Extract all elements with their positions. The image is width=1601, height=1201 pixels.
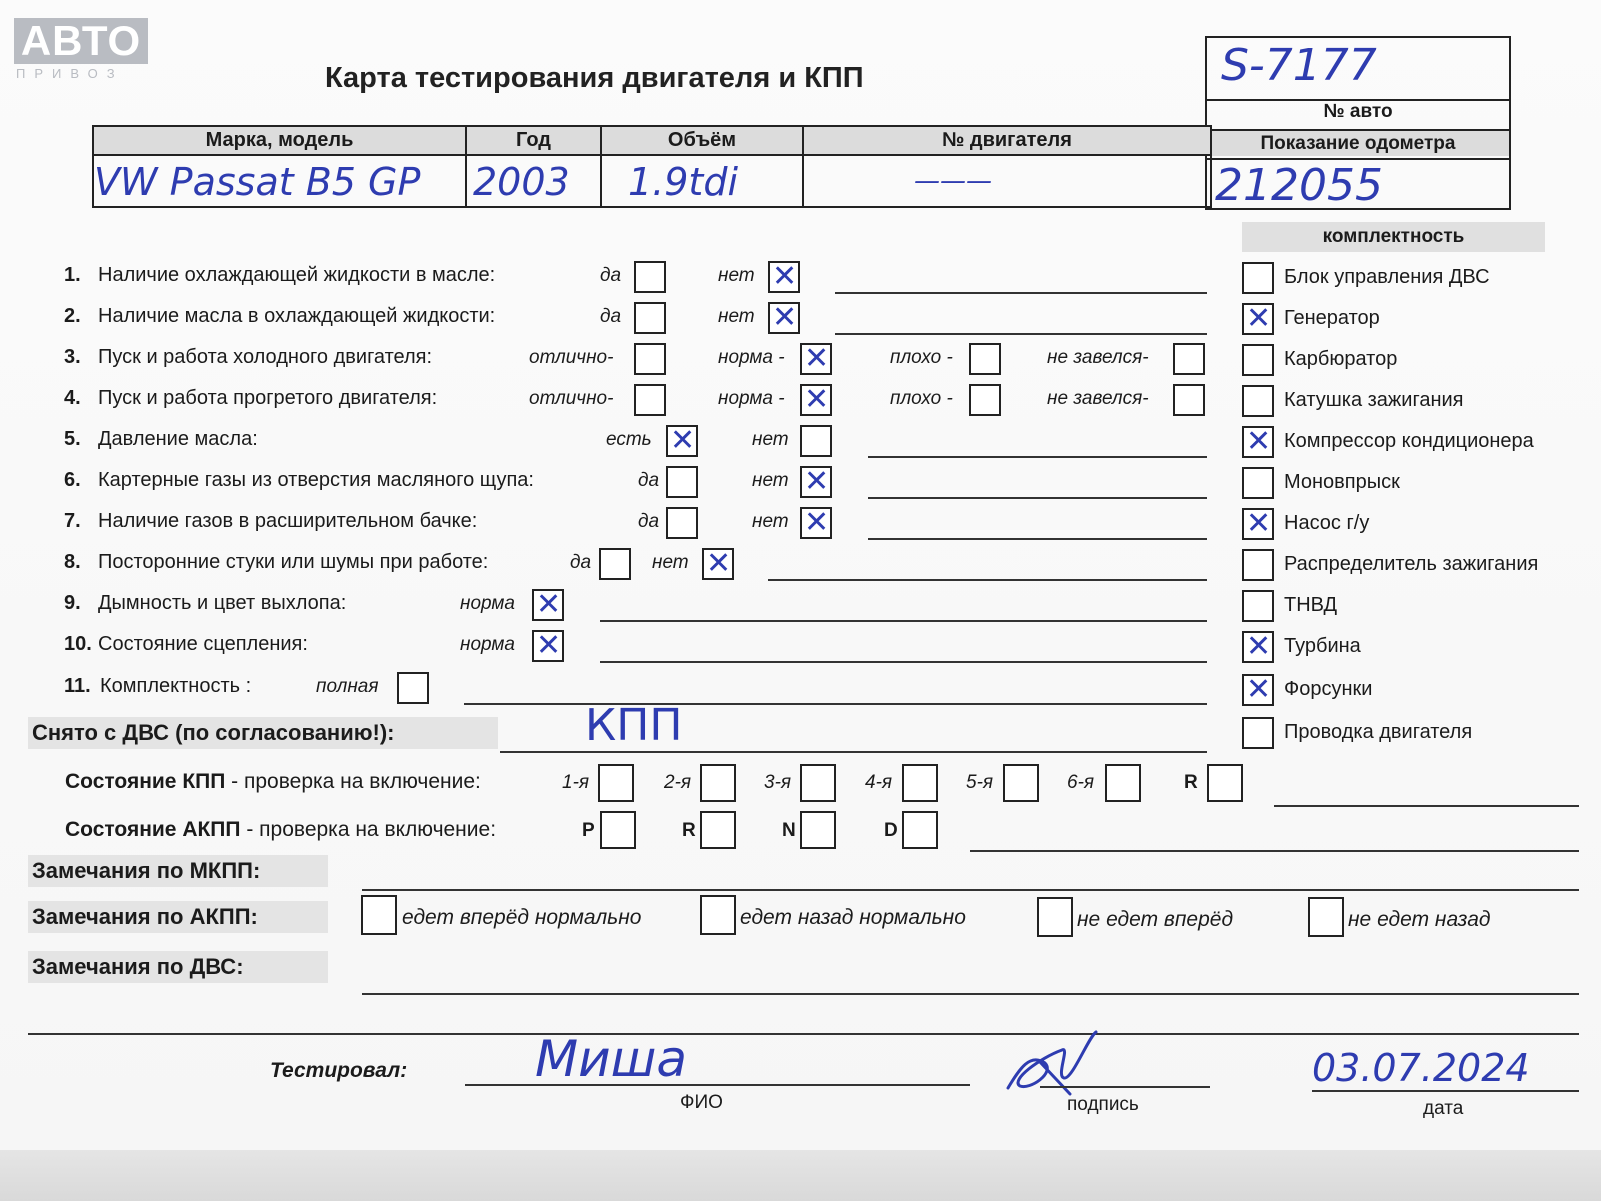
komplekt-item-7: Распределитель зажигания: [1284, 553, 1539, 575]
row-1-no-checkbox[interactable]: [768, 261, 800, 293]
row-4-nostart-checkbox[interactable]: [1173, 384, 1205, 416]
kpp-gear-3-checkbox[interactable]: [800, 764, 836, 802]
komplekt-cb-8[interactable]: [1242, 590, 1274, 622]
komplekt-cb-5[interactable]: [1242, 467, 1274, 499]
akpp-no-back-checkbox[interactable]: [1308, 897, 1344, 937]
komplekt-cb-1[interactable]: [1242, 303, 1274, 335]
row-1-opt-yes: да: [600, 265, 622, 286]
row-3-bad-checkbox[interactable]: [969, 343, 1001, 375]
kpp-gear-2: 2-я: [664, 772, 692, 793]
sign-caption: подпись: [1067, 1094, 1139, 1115]
row-6-line: [868, 497, 1207, 499]
row-2-no-checkbox[interactable]: [768, 302, 800, 334]
row-4-label: Пуск и работа прогретого двигателя:: [98, 387, 438, 409]
row-6-opt-yes: да: [638, 470, 660, 491]
row-7-no-checkbox[interactable]: [800, 507, 832, 539]
row-2-line: [835, 333, 1207, 335]
kpp-gear-5: 5-я: [966, 772, 994, 793]
row-7-opt-yes: да: [638, 511, 660, 532]
row-4-opt-nostart: не завелся-: [1047, 388, 1149, 409]
row-9-num: 9.: [64, 592, 81, 614]
row-6-no-checkbox[interactable]: [800, 466, 832, 498]
kpp-gear-3: 3-я: [764, 772, 792, 793]
row-3-excellent-checkbox[interactable]: [634, 343, 666, 375]
row-9-opt-normal: норма: [460, 593, 515, 614]
row-4-normal-checkbox[interactable]: [800, 384, 832, 416]
row-1-yes-checkbox[interactable]: [634, 261, 666, 293]
row-8-line: [768, 579, 1207, 581]
akpp-fwd-ok: едет вперёд нормально: [402, 906, 642, 929]
row-7-line: [868, 538, 1207, 540]
row-8-opt-no: нет: [652, 552, 689, 573]
odometer-label: Показание одометра: [1207, 131, 1509, 156]
akpp-mode-n: N: [782, 820, 796, 841]
signature-image: [1000, 1028, 1110, 1102]
komplekt-cb-11[interactable]: [1242, 717, 1274, 749]
komplekt-item-1: Генератор: [1284, 307, 1380, 329]
kpp-gear-1-checkbox[interactable]: [598, 764, 634, 802]
row-3-num: 3.: [64, 346, 81, 368]
komplekt-cb-10[interactable]: [1242, 674, 1274, 706]
bottom-divider: [28, 1033, 1579, 1035]
row-6-opt-no: нет: [752, 470, 789, 491]
komplekt-cb-2[interactable]: [1242, 344, 1274, 376]
komplekt-item-0: Блок управления ДВС: [1284, 266, 1490, 288]
akpp-mode-d: D: [884, 820, 898, 841]
row-8-no-checkbox[interactable]: [702, 548, 734, 580]
date-caption: дата: [1423, 1098, 1464, 1119]
remarks-mkpp-line: [362, 889, 1579, 891]
row-5-num: 5.: [64, 428, 81, 450]
fio-caption: ФИО: [680, 1092, 723, 1113]
row-1-num: 1.: [64, 264, 81, 286]
kpp-gear-5-checkbox[interactable]: [1003, 764, 1039, 802]
remarks-dvs-label: Замечания по ДВС:: [32, 954, 244, 979]
row-3-opt-excellent: отлично-: [529, 347, 614, 368]
row-3-opt-nostart: не завелся-: [1047, 347, 1149, 368]
komplekt-item-3: Катушка зажигания: [1284, 389, 1464, 411]
vehicle-table: [92, 125, 1212, 208]
date-value: 03.07.2024: [1312, 1046, 1530, 1090]
remarks-dvs-line: [362, 993, 1579, 995]
row-10-label: Состояние сцепления:: [98, 633, 308, 655]
row-9-normal-checkbox[interactable]: [532, 589, 564, 621]
avto-logo: АВТО: [14, 18, 148, 64]
date-line: [1312, 1090, 1579, 1092]
row-8-opt-yes: да: [570, 552, 592, 573]
fio-line: [465, 1084, 970, 1086]
row-5-opt-yes: есть: [606, 429, 652, 450]
row-6-num: 6.: [64, 469, 81, 491]
row-1-label: Наличие охлаждающей жидкости в масле:: [98, 264, 496, 286]
row-4-opt-bad: плохо -: [890, 388, 953, 409]
akpp-back-ok: едет назад нормально: [740, 906, 966, 929]
sign-line: [1040, 1086, 1210, 1088]
akpp-no-back: не едет назад: [1348, 908, 1491, 931]
akpp-no-fwd: не едет вперёд: [1077, 908, 1234, 931]
komplekt-cb-0[interactable]: [1242, 262, 1274, 294]
komplekt-item-5: Моновпрыск: [1284, 471, 1400, 493]
akpp-mode-r: R: [682, 820, 696, 841]
row-4-opt-excellent: отлично-: [529, 388, 614, 409]
row-11-full-checkbox[interactable]: [397, 672, 429, 704]
auto-number-label: № авто: [1323, 101, 1393, 122]
row-5-label: Давление масла:: [98, 428, 258, 450]
scan-edge: [0, 1150, 1601, 1201]
tested-label: Тестировал:: [270, 1059, 408, 1082]
komplekt-item-9: Турбина: [1284, 635, 1361, 657]
kpp-gear-1: 1-я: [562, 772, 590, 793]
row-7-num: 7.: [64, 510, 81, 532]
kpp-gear-r-checkbox[interactable]: [1207, 764, 1243, 802]
year-value: 2003: [473, 160, 570, 204]
komplekt-cb-7[interactable]: [1242, 549, 1274, 581]
row-9-line: [600, 620, 1207, 622]
row-6-yes-checkbox[interactable]: [666, 466, 698, 498]
akpp-fwd-ok-checkbox[interactable]: [361, 895, 397, 935]
komplekt-item-11: Проводка двигателя: [1284, 721, 1473, 743]
row-10-normal-checkbox[interactable]: [532, 630, 564, 662]
komplekt-cb-3[interactable]: [1242, 385, 1274, 417]
row-8-label: Посторонние стуки или шумы при работе:: [98, 551, 489, 573]
row-10-opt-normal: норма: [460, 634, 515, 655]
row-11-opt-full: полная: [316, 676, 379, 697]
akpp-mode-p: P: [582, 820, 595, 841]
row-4-opt-normal: норма -: [718, 388, 785, 409]
komplekt-cb-6[interactable]: [1242, 508, 1274, 540]
col-volume: Объём: [601, 126, 803, 155]
row-4-num: 4.: [64, 387, 81, 409]
kpp-gear-2-checkbox[interactable]: [700, 764, 736, 802]
row-3-normal-checkbox[interactable]: [800, 343, 832, 375]
model-value: VW Passat B5 GP: [94, 160, 421, 204]
row-7-label: Наличие газов в расширительном бачке:: [98, 510, 478, 532]
col-year: Год: [466, 126, 601, 155]
row-5-opt-no: нет: [752, 429, 789, 450]
kpp-gear-r: R: [1184, 772, 1198, 793]
row-11-num: 11.: [64, 675, 91, 697]
col-engine-no: № двигателя: [803, 126, 1211, 155]
komplekt-item-10: Форсунки: [1284, 678, 1373, 700]
remarks-mkpp-label: Замечания по МКПП:: [32, 858, 261, 883]
row-8-yes-checkbox[interactable]: [599, 548, 631, 580]
akpp-mode-d-checkbox[interactable]: [902, 811, 938, 849]
avto-logo-sub: ПРИВОЗ: [16, 66, 124, 81]
row-7-opt-no: нет: [752, 511, 789, 532]
kpp-line: [1274, 805, 1579, 807]
kpp-gear-6: 6-я: [1067, 772, 1095, 793]
row-3-opt-bad: плохо -: [890, 347, 953, 368]
engine-no-value: ———: [914, 166, 992, 196]
row-1-opt-no: нет: [718, 265, 755, 286]
row-11-line: [464, 703, 1207, 705]
row-5-yes-checkbox[interactable]: [666, 425, 698, 457]
page-title: Карта тестирования двигателя и КПП: [325, 62, 864, 94]
row-10-line: [600, 661, 1207, 663]
row-4-bad-checkbox[interactable]: [969, 384, 1001, 416]
row-2-opt-no: нет: [718, 306, 755, 327]
row-3-nostart-checkbox[interactable]: [1173, 343, 1205, 375]
row-11-label: Комплектность :: [100, 675, 252, 697]
row-2-num: 2.: [64, 305, 81, 327]
row-2-label: Наличие масла в охлаждающей жидкости:: [98, 305, 496, 327]
komplekt-item-4: Компрессор кондиционера: [1284, 430, 1534, 452]
komplekt-item-8: ТНВД: [1284, 594, 1338, 616]
kpp-gear-4-checkbox[interactable]: [902, 764, 938, 802]
row-1-line: [835, 292, 1207, 294]
remarks-akpp-label: Замечания по АКПП:: [32, 904, 258, 929]
akpp-mode-n-checkbox[interactable]: [800, 811, 836, 849]
row-5-line: [868, 456, 1207, 458]
row-5-no-checkbox[interactable]: [800, 425, 832, 457]
komplekt-item-6: Насос г/у: [1284, 512, 1370, 534]
volume-value: 1.9tdi: [628, 160, 739, 204]
akpp-back-ok-checkbox[interactable]: [700, 895, 736, 935]
akpp-line: [970, 850, 1579, 852]
row-9-label: Дымность и цвет выхлопа:: [98, 592, 347, 614]
row-2-yes-checkbox[interactable]: [634, 302, 666, 334]
row-4-excellent-checkbox[interactable]: [634, 384, 666, 416]
tested-value: Миша: [535, 1030, 688, 1088]
row-8-num: 8.: [64, 551, 81, 573]
kpp-label: Состояние КПП - проверка на включение:: [65, 770, 481, 793]
komplekt-title: комплектность: [1242, 222, 1545, 252]
akpp-mode-r-checkbox[interactable]: [700, 811, 736, 849]
row-3-label: Пуск и работа холодного двигателя:: [98, 346, 433, 368]
akpp-no-fwd-checkbox[interactable]: [1037, 897, 1073, 937]
komplekt-item-2: Карбюратор: [1284, 348, 1398, 370]
row-10-num: 10.: [64, 633, 92, 655]
akpp-label: Состояние АКПП - проверка на включение:: [65, 818, 497, 841]
kpp-gear-4: 4-я: [865, 772, 893, 793]
removed-line: [500, 751, 1207, 753]
removed-label: Снято с ДВС (по согласованию!):: [32, 720, 395, 745]
row-6-label: Картерные газы из отверстия масляного щупа:: [98, 469, 534, 491]
auto-number-box: [1205, 36, 1511, 210]
removed-value: КПП: [585, 700, 683, 751]
row-3-opt-normal: норма -: [718, 347, 785, 368]
odometer-value: 212055: [1215, 160, 1383, 211]
row-2-opt-yes: да: [600, 306, 622, 327]
kpp-gear-6-checkbox[interactable]: [1105, 764, 1141, 802]
akpp-mode-p-checkbox[interactable]: [600, 811, 636, 849]
row-7-yes-checkbox[interactable]: [666, 507, 698, 539]
auto-number-value: S-7177: [1221, 40, 1377, 91]
komplekt-cb-9[interactable]: [1242, 631, 1274, 663]
komplekt-cb-4[interactable]: [1242, 426, 1274, 458]
col-model: Марка, модель: [93, 126, 466, 155]
